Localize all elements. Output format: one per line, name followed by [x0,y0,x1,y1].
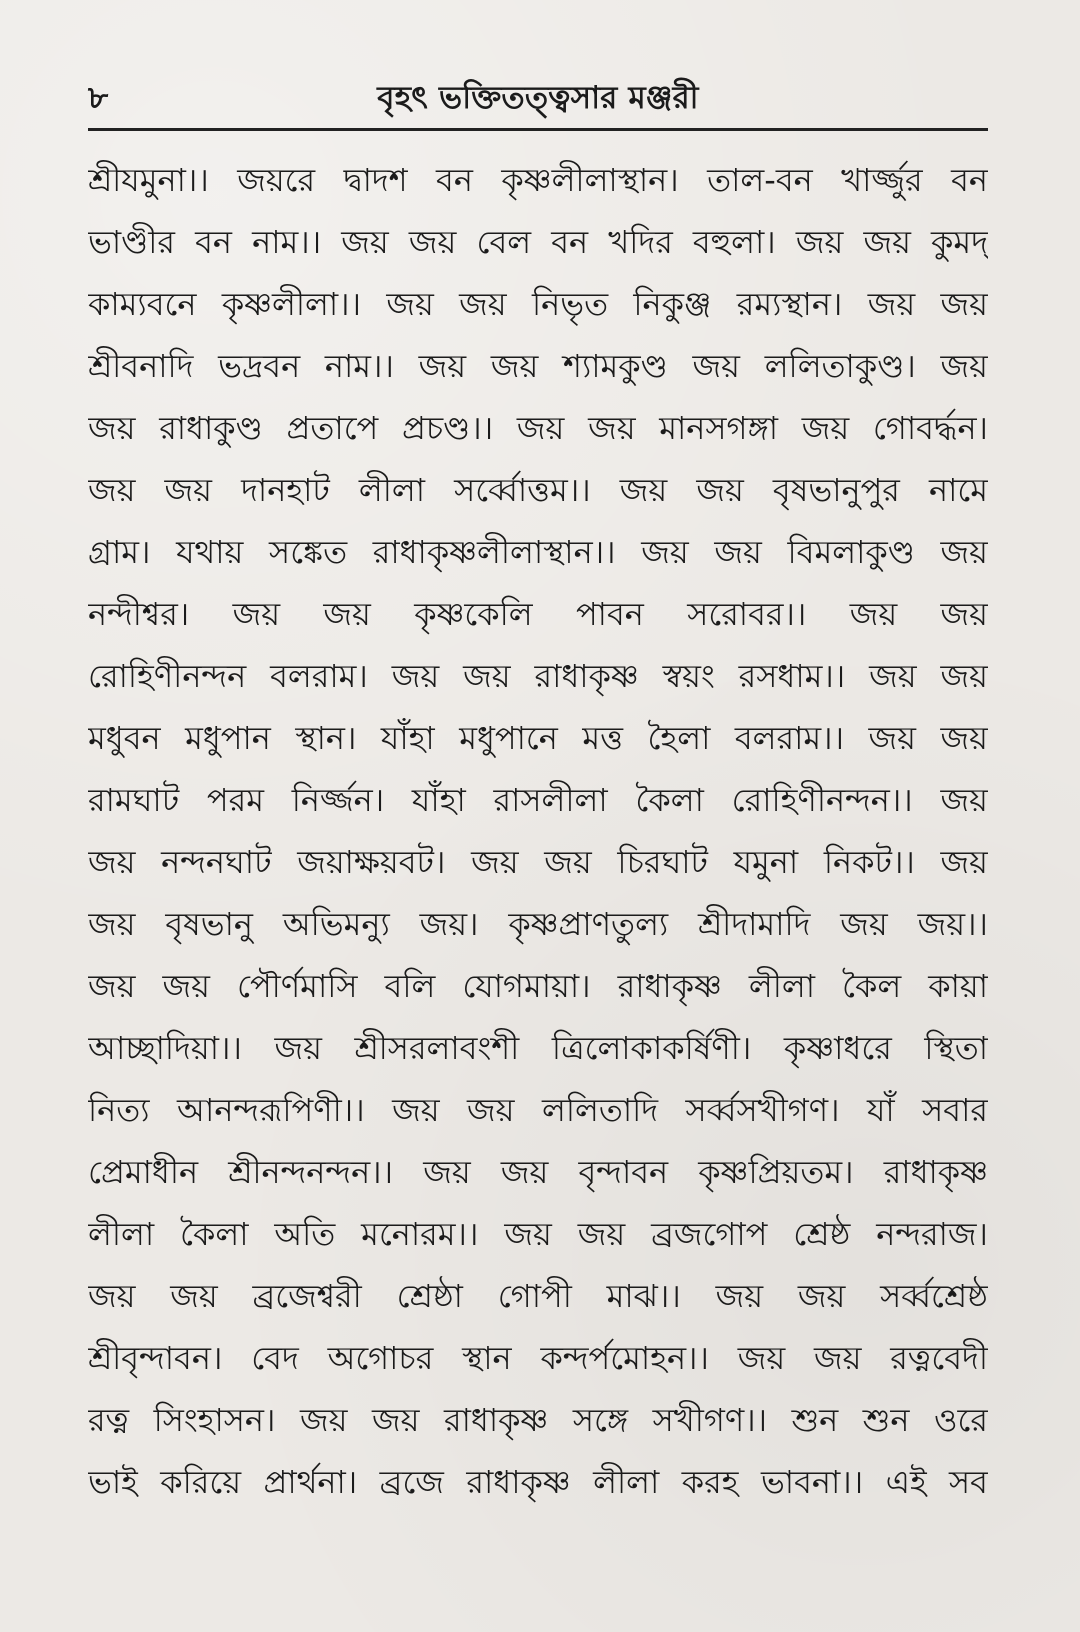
text-line: শ্রীযমুনা।। জয়রে দ্বাদশ বন কৃষ্ণলীলাস্থান। তাল-বন খার্জ্জুর বন [88,161,988,199]
text-line: জয় জয় দানহাট লীলা সর্ব্বোত্তম।। জয় জয় বৃষভানুপুর নামে [88,471,988,509]
text-line: রোহিণীনন্দন বলরাম। জয় জয় রাধাকৃষ্ণ স্বয়ং রসধাম।। জয় জয় [88,657,988,695]
text-line: লীলা কৈলা অতি মনোরম।। জয় জয় ব্রজগোপ শ্রেষ্ঠ নন্দরাজ। [88,1215,988,1253]
text-line: জয় রাধাকুণ্ড প্রতাপে প্রচণ্ড।। জয় জয় মানসগঙ্গা জয় গোবর্দ্ধন। [88,409,988,447]
text-line: আচ্ছাদিয়া।। জয় শ্রীসরলাবংশী ত্রিলোকাকর্ষিণী। কৃষ্ণাধরে স্থিতা [88,1029,988,1067]
text-line: রত্ন সিংহাসন। জয় জয় রাধাকৃষ্ণ সঙ্গে সখীগণ।। শুন শুন ওরে [88,1401,988,1439]
text-line: ভাণ্ডীর বন নাম।। জয় জয় বেল বন খদির বহুলা। জয় জয় কুমদ্ [88,223,988,261]
text-line: গ্রাম। যথায় সঙ্কেত রাধাকৃষ্ণলীলাস্থান।। জয় জয় বিমলাকুণ্ড জয় [88,533,988,571]
text-line: শ্রীবনাদি ভদ্রবন নাম।। জয় জয় শ্যামকুণ্ড জয় ললিতাকুণ্ড। জয় [88,347,988,385]
text-line: ভাই করিয়ে প্রার্থনা। ব্রজে রাধাকৃষ্ণ লীলা করহ ভাবনা।। এই সব [88,1463,988,1501]
text-line: শ্রীবৃন্দাবন। বেদ অগোচর স্থান কন্দর্পমোহন।। জয় জয় রত্নবেদী [88,1339,988,1377]
body-text [88,149,988,1513]
text-line: জয় জয় ব্রজেশ্বরী শ্রেষ্ঠা গোপী মাঝ।। জয় জয় সর্ব্বশ্রেষ্ঠ [88,1277,988,1315]
text-line: নন্দীশ্বর। জয় জয় কৃষ্ণকেলি পাবন সরোবর।। জয় জয় [88,595,988,633]
text-line: জয় জয় পৌর্ণমাসি বলি যোগমায়া। রাধাকৃষ্ণ লীলা কৈল কায়া [88,967,988,1005]
text-line: জয় বৃষভানু অভিমন্যু জয়। কৃষ্ণপ্রাণতুল্য শ্রীদামাদি জয় জয়।। [88,905,988,943]
text-line: মধুবন মধুপান স্থান। যাঁহা মধুপানে মত্ত হৈলা বলরাম।। জয় জয় [88,719,988,757]
page-header [88,72,988,128]
text-line: নিত্য আনন্দরূপিণী।। জয় জয় ললিতাদি সর্ব্বসখীগণ। যাঁ সবার [88,1091,988,1129]
header-rule [88,128,988,131]
text-line: জয় নন্দনঘাট জয়াক্ষয়বট। জয় জয় চিরঘাট যমুনা নিকট।। জয় [88,843,988,881]
text-line: প্রেমাধীন শ্রীনন্দনন্দন।। জয় জয় বৃন্দাবন কৃষ্ণপ্রিয়তম। রাধাকৃষ্ণ [88,1153,988,1191]
book-title: বৃহৎ ভক্তিতত্ত্বসার মঞ্জরী [377,80,699,116]
text-line: কাম্যবনে কৃষ্ণলীলা।। জয় জয় নিভৃত নিকুঞ্জ রম্যস্থান। জয় জয় [88,285,988,323]
page-number: ৮ [88,80,109,116]
text-line: রামঘাট পরম নির্জ্জন। যাঁহা রাসলীলা কৈলা রোহিণীনন্দন।। জয় [88,781,988,819]
